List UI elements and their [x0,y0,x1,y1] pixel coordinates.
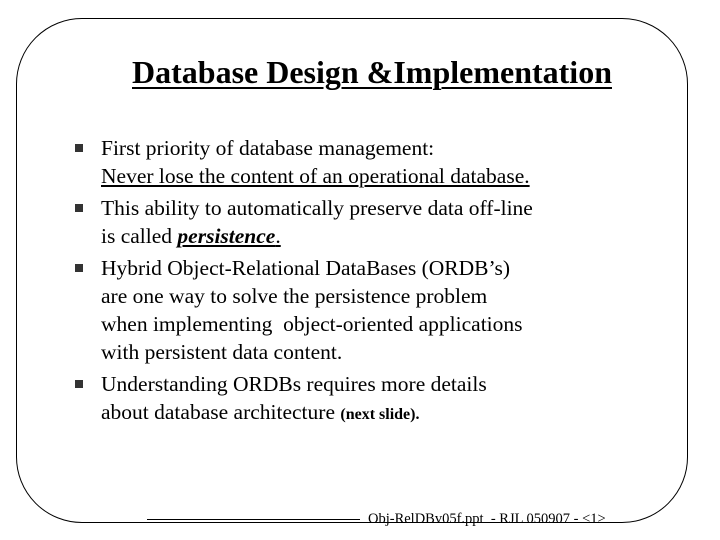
square-bullet-icon [75,264,83,272]
bullet-text-fragment: is called [101,224,178,248]
square-bullet-icon [75,204,83,212]
bullet-text-line: with persistent data content. [101,340,343,364]
bullet-text-line: First priority of database management: [101,136,435,160]
bullet-list [73,134,633,433]
slide-footer: Obj-RelDBv05f.ppt - RJL 050907 - <1> [368,511,606,527]
bullet-text-line: Never lose the content of an operational database. [101,164,530,188]
square-bullet-icon [75,380,83,388]
bullet-text-fragment: . [275,224,281,248]
persistence-term: persistence [177,224,276,248]
bullet-text-line [101,222,633,250]
bullet-text-line: are one way to solve the persistence problem [101,284,488,308]
bullet-item [73,254,633,366]
next-slide-note: (next slide). [340,406,420,423]
square-bullet-icon [75,144,83,152]
bullet-text-line: Hybrid Object-Relational DataBases (ORDB’s) [101,256,511,280]
bullet-text-fragment: about database architecture [101,400,341,424]
footer-rule [147,519,360,520]
slide-title: Database Design &Implementation [132,54,612,90]
bullet-text-line: when implementing object-oriented applications [101,312,523,336]
bullet-text-line: Understanding ORDBs requires more details [101,372,487,396]
bullet-item [73,134,633,190]
bullet-item [73,194,633,250]
bullet-text-line: This ability to automatically preserve data off-line [101,196,533,220]
bullet-item [73,370,633,429]
bullet-text-line [101,398,633,429]
